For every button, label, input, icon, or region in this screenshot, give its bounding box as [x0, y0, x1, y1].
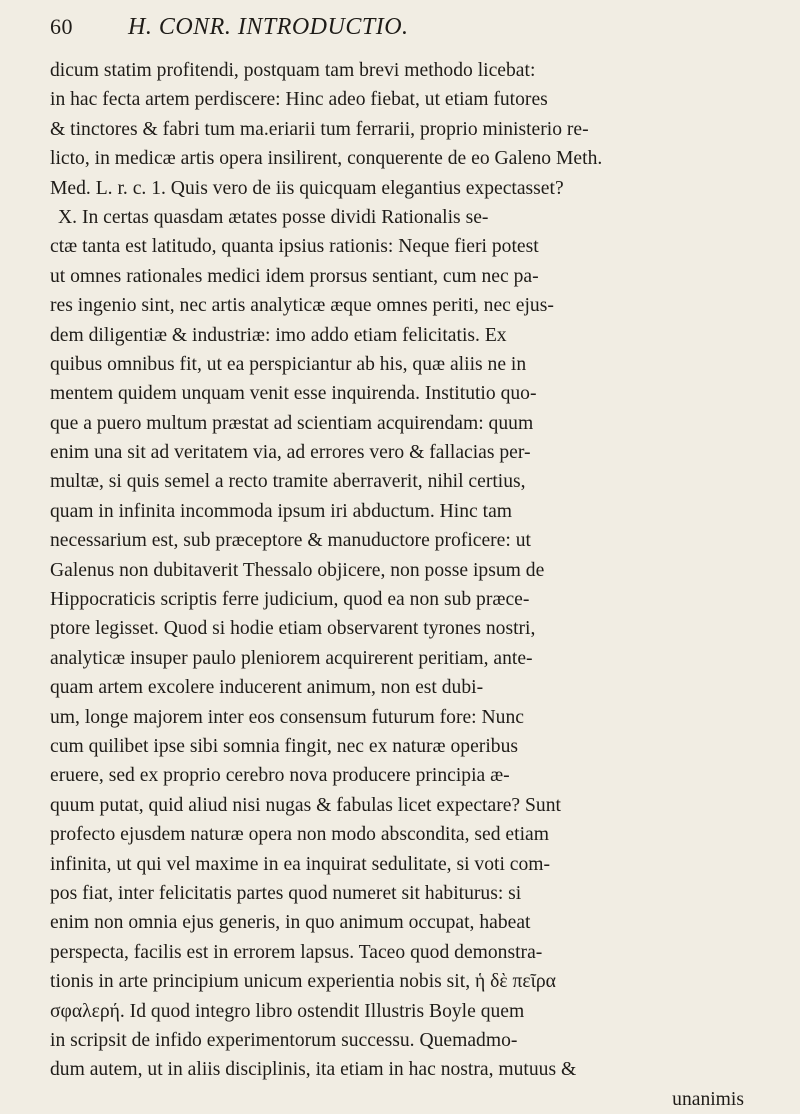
text-line: X. In certas quasdam ætates posse dividi Rationalis se-	[58, 206, 489, 228]
running-head-title: H. CONR. INTRODUCTIO.	[128, 14, 409, 40]
text-line: enim una sit ad veritatem via, ad errores vero & fallacias per-	[50, 442, 531, 464]
text-line: cum quilibet ipse sibi somnia fingit, nec ex naturæ operibus	[50, 735, 518, 757]
text-line: pos fiat, inter felicitatis partes quod numeret sit habiturus: si	[50, 882, 522, 904]
text-line: in scripsit de infido experimentorum successu. Quemadmo-	[50, 1029, 518, 1051]
text-line: in hac fecta artem perdiscere: Hinc adeo fiebat, ut etiam futores	[50, 89, 548, 111]
text-line: dem diligentiæ & industriæ: imo addo etiam felicitatis. Ex	[50, 324, 507, 346]
text-line: dum autem, ut in aliis disciplinis, ita etiam in hac nostra, mutuus &	[50, 1059, 577, 1081]
text-line: Galenus non dubitaverit Thessalo objicere, non posse ipsum de	[50, 559, 545, 581]
text-line: que a puero multum præstat ad scientiam acquirendam: quum	[50, 412, 534, 434]
text-line: eruere, sed ex proprio cerebro nova producere principia æ-	[50, 765, 510, 787]
text-line: unanimis	[672, 1088, 744, 1110]
page-number: 60	[50, 14, 73, 39]
text-line: ctæ tanta est latitudo, quanta ipsius rationis: Neque fieri potest	[50, 236, 539, 258]
text-line: multæ, si quis semel a recto tramite aberraverit, nihil certius,	[50, 471, 526, 493]
text-line: quibus omnibus fit, ut ea perspiciantur ab his, quæ aliis ne in	[50, 353, 527, 375]
text-line: quam in infinita incommoda ipsum iri abductum. Hinc tam	[50, 500, 513, 522]
text-line: dicum statim profitendi, postquam tam brevi methodo licebat:	[50, 60, 536, 81]
text-line: ptore legisset. Quod si hodie etiam observarent tyrones nostri,	[50, 618, 536, 640]
text-line: analyticæ insuper paulo pleniorem acquirerent peritiam, ante-	[50, 647, 533, 669]
text-line: & tinctores & fabri tum ma.eriarii tum ferrarii, proprio ministerio re-	[50, 118, 589, 140]
text-line: res ingenio sint, nec artis analyticæ æque omnes periti, nec ejus-	[50, 295, 554, 317]
text-line: perspecta, facilis est in errorem lapsus. Taceo quod demonstra-	[50, 941, 543, 963]
text-line: quum putat, quid aliud nisi nugas & fabulas licet expectare? Sunt	[50, 794, 561, 816]
text-line: quam artem excolere inducerent animum, non est dubi-	[50, 677, 484, 699]
running-head	[50, 14, 748, 54]
text-line: mentem quidem unquam venit esse inquirenda. Institutio quo-	[50, 383, 537, 405]
text-line: um, longe majorem inter eos consensum futurum fore: Nunc	[50, 706, 524, 728]
text-line: σφαλερή. Id quod integro libro ostendit Illustris Boyle quem	[50, 1000, 525, 1022]
text-line: infinita, ut qui vel maxime in ea inquirat sedulitate, si voti com-	[50, 853, 551, 875]
text-line: tionis in arte principium unicum experientia nobis sit, ἡ δὲ πεῖρα	[50, 971, 556, 993]
text-line: Hippocraticis scriptis ferre judicium, quod ea non sub præce-	[50, 589, 530, 611]
text-line: ut omnes rationales medici idem prorsus sentiant, cum nec pa-	[50, 265, 539, 287]
text-line: Med. L. r. c. 1. Quis vero de iis quicquam elegantius expectasset?	[50, 177, 564, 199]
text-line: enim non omnia ejus generis, in quo animum occupat, habeat	[50, 912, 531, 934]
text-line: profecto ejusdem naturæ opera non modo abscondita, sed etiam	[50, 824, 549, 846]
text-line: licto, in medicæ artis opera insilirent, conquerente de eo Galeno Meth.	[50, 148, 603, 170]
text-line: necessarium est, sub præceptore & manuductore proficere: ut	[50, 530, 531, 552]
body-text	[50, 56, 748, 1114]
